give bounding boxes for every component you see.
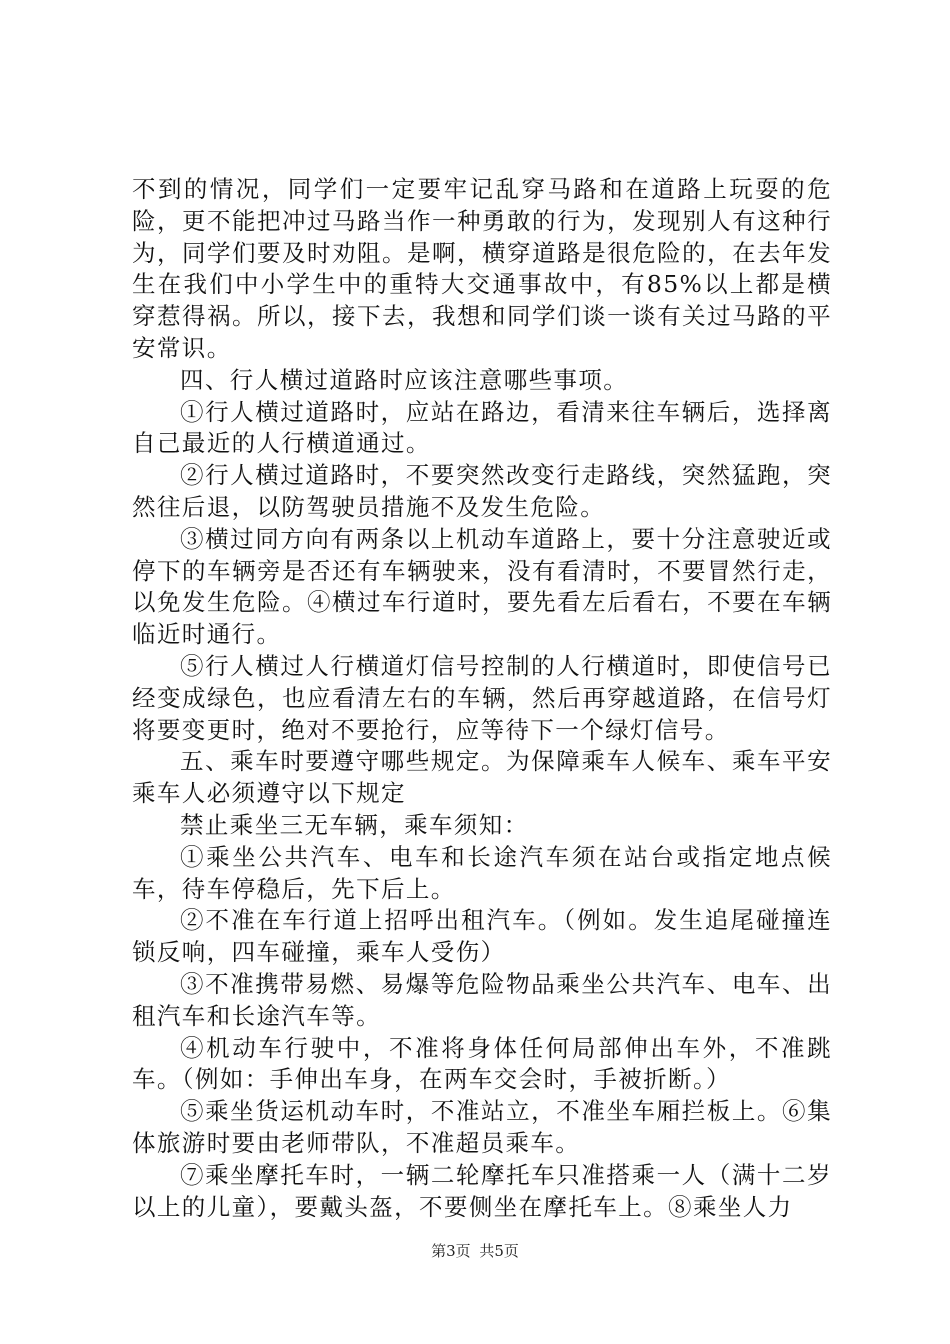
list-item: ④机动车行驶中，不准将身体任何局部伸出车外，不准跳车。（例如：手伸出车身，在两车交会时，手被折断。） (132, 1033, 832, 1094)
list-item: ⑤乘坐货运机动车时，不准站立，不准坐车厢拦板上。⑥集体旅游时要由老师带队，不准超员乘车。 (132, 1097, 832, 1157)
page-total: 共5页 (479, 1242, 519, 1260)
list-item: ⑦乘坐摩托车时，一辆二轮摩托车只准搭乘一人（满十二岁以上的儿童），要戴头盔，不要侧坐在摩托车上。⑧乘坐人力 (132, 1160, 832, 1221)
page-footer (0, 1240, 950, 1261)
list-item: ①乘坐公共汽车、电车和长途汽车须在站台或指定地点候车，待车停稳后，先下后上。 (132, 842, 832, 903)
list-item: ①行人横过道路时，应站在路边，看清来往车辆后，选择离自己最近的人行横道通过。 (132, 397, 832, 458)
section-heading-pedestrian: 四、行人横过道路时应该注意哪些事项。 (180, 365, 629, 394)
list-item: ③不准携带易燃、易爆等危险物品乘坐公共汽车、电车、出租汽车和长途汽车等。 (132, 969, 832, 1030)
paragraph-continuation: 不到的情况，同学们一定要牢记乱穿马路和在道路上玩耍的危险，更不能把冲过马路当作一种勇敢的行为，发现别人有这种行为，同学们要及时劝阻。是啊，横穿道路是很危险的，在去年发生在我们中小学生中的重特大交通事故中，有85%以上都是横穿惹得祸。所以，接下去，我想和同学们谈一谈有关过马路的平安常识。 (132, 175, 832, 362)
paragraph: 禁止乘坐三无车辆，乘车须知： (180, 810, 529, 839)
document-body (132, 174, 832, 1223)
list-item: ②不准在车行道上招呼出租汽车。（例如。发生追尾碰撞连锁反响，四车碰撞，乘车人受伤） (132, 906, 832, 967)
page-number: 第3页 (431, 1242, 471, 1260)
list-item: ⑤行人横过人行横道灯信号控制的人行横道时，即使信号已经变成绿色，也应看清左右的车辆，然后再穿越道路，在信号灯将要变更时，绝对不要抢行，应等待下一个绿灯信号。 (132, 651, 832, 744)
list-item: ③横过同方向有两条以上机动车道路上，要十分注意驶近或停下的车辆旁是否还有车辆驶来，没有看清时，不要冒然行走，以免发生危险。④横过车行道时，要先看左后看右，不要在车辆临近时通行。 (132, 524, 832, 649)
section-heading-riding: 五、乘车时要遵守哪些规定。为保障乘车人候车、乘车平安乘车人必须遵守以下规定 (132, 747, 832, 808)
list-item: ②行人横过道路时，不要突然改变行走路线，突然猛跑，突然往后退，以防驾驶员措施不及发生危险。 (132, 461, 832, 521)
